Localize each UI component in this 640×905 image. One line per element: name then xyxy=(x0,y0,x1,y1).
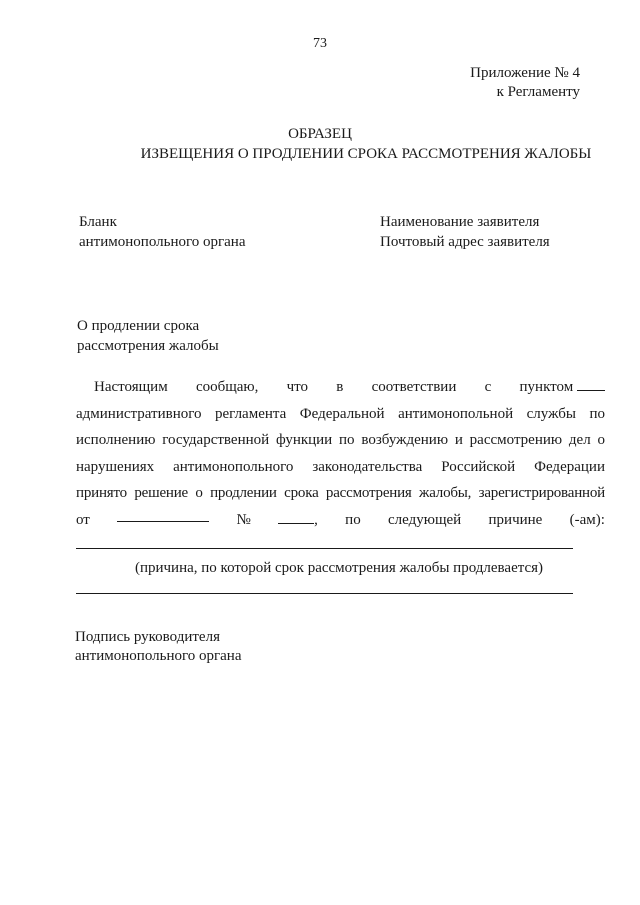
body-word: (-ам): xyxy=(569,511,605,528)
number-blank-group xyxy=(278,507,318,534)
number-sign: № xyxy=(236,511,251,528)
appendix-line-2: к Регламенту xyxy=(496,84,580,100)
page-number: 73 xyxy=(313,36,327,51)
body-word: антимонопольного xyxy=(173,458,294,475)
letterhead-applicant xyxy=(380,212,550,252)
reason-caption: (причина, по которой срок рассмотрения жалобы продлевается) xyxy=(134,560,544,576)
subject-line-1: О продлении срока xyxy=(77,318,200,334)
subject-line-2: рассмотрения жалобы xyxy=(77,338,219,354)
letterhead-left-line-2: антимонопольного органа xyxy=(79,234,246,250)
body-paragraph xyxy=(76,374,605,533)
body-text-line: исполнению государственной функции по возбуждению и рассмотрению дел о xyxy=(76,432,605,448)
body-line-3 xyxy=(76,427,605,454)
title-line-2: ИЗВЕЩЕНИЯ О ПРОДЛЕНИИ СРОКА РАССМОТРЕНИЯ ЖАЛОБЫ xyxy=(140,146,592,162)
body-word: сообщаю, xyxy=(195,379,259,395)
body-word: Российской xyxy=(441,458,516,475)
body-word: законодательства xyxy=(312,458,423,475)
registration-number-blank xyxy=(278,509,314,524)
body-word: следующей xyxy=(388,511,462,528)
body-word: что xyxy=(286,379,309,395)
body-line-5 xyxy=(76,480,605,507)
title-line-1: ОБРАЗЕЦ xyxy=(288,126,352,142)
body-line-4 xyxy=(76,454,605,481)
body-word: в xyxy=(336,379,344,395)
reason-fill-line xyxy=(76,548,573,549)
signature-block xyxy=(75,628,242,666)
body-word: от xyxy=(76,511,90,528)
date-blank xyxy=(117,507,209,522)
letterhead-right-line-2: Почтовый адрес заявителя xyxy=(380,234,550,250)
signature-line-1: Подпись руководителя xyxy=(75,629,220,645)
letterhead-right-line-1: Наименование заявителя xyxy=(380,214,540,230)
body-word: Настоящим xyxy=(94,379,168,395)
body-word: причине xyxy=(488,511,543,528)
body-line-2 xyxy=(76,401,605,428)
signature-line-2: антимонопольного органа xyxy=(75,648,242,664)
comma: , xyxy=(314,511,318,528)
body-text-line: административного регламента Федеральной антимонопольной службы по xyxy=(76,405,605,422)
body-line-1 xyxy=(76,374,605,401)
document-title xyxy=(0,124,640,164)
body-word: Федерации xyxy=(534,458,605,475)
body-word: по xyxy=(345,511,361,528)
body-text-line: принято решение о продлении срока рассмотрения жалобы, зарегистрированной xyxy=(76,485,605,501)
clause-number-blank xyxy=(577,376,605,391)
appendix-note xyxy=(470,64,580,102)
letterhead-authority xyxy=(79,212,246,252)
body-word: с xyxy=(484,379,492,395)
body-word: пунктом xyxy=(519,379,574,395)
body-word: соответствии xyxy=(371,379,457,395)
appendix-line-1: Приложение № 4 xyxy=(470,65,580,81)
reason-fill-line-2 xyxy=(76,593,573,594)
letterhead-left-line-1: Бланк xyxy=(79,214,117,230)
body-word: нарушениях xyxy=(76,458,155,475)
body-word-with-blank xyxy=(520,374,605,401)
subject-line xyxy=(77,316,219,356)
body-line-6 xyxy=(76,507,605,534)
